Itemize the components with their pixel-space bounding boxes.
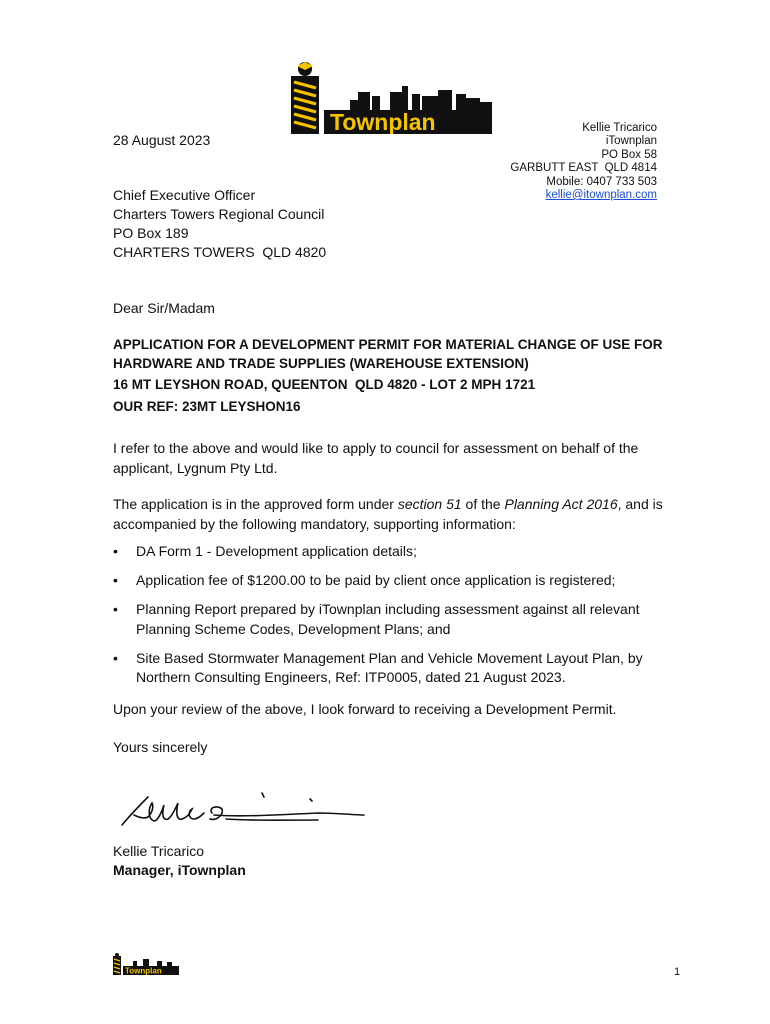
body-paragraph-application xyxy=(113,494,673,534)
sender-address-block xyxy=(510,122,657,202)
list-item-text: Application fee of $1200.00 to be paid by client once application is registered; xyxy=(136,572,616,588)
subject-line-1: APPLICATION FOR A DEVELOPMENT PERMIT FOR MATERIAL CHANGE OF USE FOR HARDWARE AND TRADE SUPPLIES (WAREHOUSE EXTENSION) xyxy=(113,337,663,371)
footer-itownplan-logo xyxy=(113,953,179,975)
recipient-title: Chief Executive Officer xyxy=(113,187,256,203)
signatory-name: Kellie Tricarico xyxy=(113,843,205,859)
salutation: Dear Sir/Madam xyxy=(113,300,215,316)
supporting-information-list xyxy=(113,542,673,697)
letter-date: 28 August 2023 xyxy=(113,132,211,148)
bullet-icon: • xyxy=(113,601,118,617)
page-number: 1 xyxy=(674,966,681,978)
para2-text-b: of the xyxy=(461,496,505,512)
list-item-text: DA Form 1 - Development application details; xyxy=(136,543,417,559)
itownplan-logo xyxy=(290,62,494,134)
signatory-block xyxy=(113,842,246,880)
bullet-icon: • xyxy=(113,543,118,559)
recipient-po-box: PO Box 189 xyxy=(113,225,189,241)
sender-email-link[interactable]: kellie@itownplan.com xyxy=(545,189,657,202)
bullet-icon: • xyxy=(113,572,118,588)
recipient-address-block xyxy=(113,186,326,262)
list-item-text: Site Based Stormwater Management Plan and Vehicle Movement Layout Plan, by Northern Consulting Engineers, Ref: ITP0005, dated 21 August 2023. xyxy=(136,649,643,685)
recipient-organisation: Charters Towers Regional Council xyxy=(113,206,325,222)
subject-heading xyxy=(113,336,673,416)
para2-text-a: The application is in the approved form under xyxy=(113,496,398,512)
subject-line-3: OUR REF: 23MT LEYSHON16 xyxy=(113,398,301,414)
sender-mobile: Mobile: 0407 733 503 xyxy=(546,175,657,188)
bullet-icon: • xyxy=(113,649,118,666)
logo-wordmark: Townplan xyxy=(330,109,436,134)
para2-section-ref: section 51 xyxy=(397,496,462,512)
list-item xyxy=(113,571,673,591)
sender-name: Kellie Tricarico xyxy=(582,122,657,134)
sender-company: iTownplan xyxy=(605,135,657,148)
list-item xyxy=(113,649,673,688)
list-item-text: Planning Report prepared by iTownplan including assessment against all relevant Planning Scheme Codes, Development Plans; and xyxy=(136,601,640,637)
handwritten-signature xyxy=(118,783,368,833)
body-paragraph-intro: I refer to the above and would like to apply to council for assessment on behalf of the applicant, Lygnum Pty Ltd. xyxy=(113,440,639,476)
sender-locality: GARBUTT EAST QLD 4814 xyxy=(510,162,657,175)
list-item xyxy=(113,600,673,639)
sender-po-box: PO Box 58 xyxy=(601,148,657,161)
para2-act-ref: Planning Act 2016 xyxy=(504,496,618,512)
subject-line-2: 16 MT LEYSHON ROAD, QUEENTON QLD 4820 - LOT 2 MPH 1721 xyxy=(113,377,536,392)
recipient-locality: CHARTERS TOWERS QLD 4820 xyxy=(113,244,327,260)
body-paragraph-closing: Upon your review of the above, I look forward to receiving a Development Permit. xyxy=(113,701,617,717)
list-item xyxy=(113,542,673,562)
complimentary-close: Yours sincerely xyxy=(113,739,208,755)
signatory-role: Manager, iTownplan xyxy=(113,862,246,878)
svg-text:Townplan: Townplan xyxy=(125,966,162,975)
para2-text-c: , and is accompanied by the following mandatory, supporting information: xyxy=(113,496,663,532)
